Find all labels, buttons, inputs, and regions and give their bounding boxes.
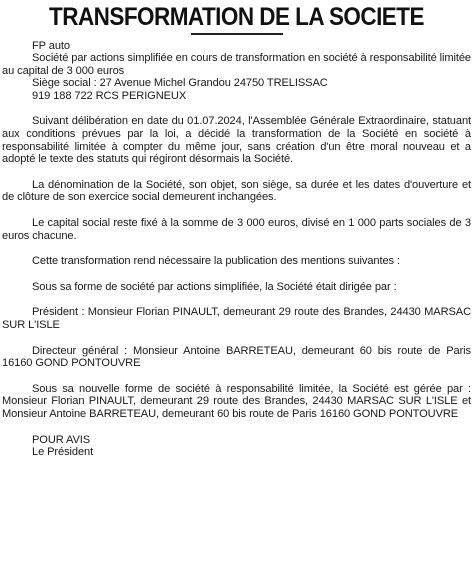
company-name: FP auto xyxy=(32,39,70,52)
title-underline xyxy=(191,33,283,35)
company-form: Société par actions simplifiée en cours de transformation en société à responsabilité limitée au capital de 3 000 euros xyxy=(2,52,471,77)
paragraph-former-management: Sous sa forme de société par actions simplifiée, la Société était dirigée par : xyxy=(32,280,397,293)
notice-body xyxy=(2,40,471,459)
paragraph-publication: Cette transformation rend nécessaire la publication des mentions suivantes : xyxy=(32,255,400,268)
spacer xyxy=(2,293,471,306)
paragraph-capital: Le capital social reste fixé à la somme de 3 000 euros, divisé en 1 000 parts sociales de 3 euros chacune. xyxy=(2,217,471,242)
paragraph-unchanged: La dénomination de la Société, son objet, son siège, sa durée et les dates d'ouverture et de clôture de son exercice social demeurent inchangées. xyxy=(2,178,471,204)
rcs-number: 919 188 722 RCS PERIGNEUX xyxy=(32,89,187,102)
spacer xyxy=(2,242,471,255)
paragraph-new-management: Sous sa nouvelle forme de société à responsabilité limitée, la Société est gérée par : Monsieur Florian PINAULT, demeurant 29 route des Brandes, 24430 MARSAC SUR L'ISLE et Monsieur Antoine BARRETEAU, demeurant 60 bis route de Paris 16160 GOND PONTOUVRE xyxy=(2,382,471,420)
paragraph-deliberation: Suivant délibération en date du 01.07.2024, l'Assemblée Générale Extraordinaire, statuant aux conditions prévues par la loi, a décidé la transformation de la Société en société à responsabilité limitée à compter du même jour, sans création d'un être moral nouveau et a adopté le texte des statuts qui régiront désormais la Société. xyxy=(2,115,471,166)
spacer xyxy=(2,102,471,115)
closing-pour-avis: POUR AVIS xyxy=(32,433,91,446)
spacer xyxy=(2,204,471,217)
paragraph-director: Directeur général : Monsieur Antoine BARRETEAU, demeurant 60 bis route de Paris 16160 GOND PONTOUVRE xyxy=(2,344,471,370)
registered-office: Siège social : 27 Avenue Michel Grandou 24750 TRELISSAC xyxy=(32,77,328,90)
spacer xyxy=(2,268,471,281)
closing xyxy=(2,434,471,459)
spacer xyxy=(2,332,471,345)
spacer xyxy=(2,370,471,383)
spacer xyxy=(2,421,471,434)
closing-signatory: Le Président xyxy=(32,446,94,459)
spacer xyxy=(2,166,471,179)
company-header xyxy=(2,40,471,103)
paragraph-president: Président : Monsieur Florian PINAULT, demeurant 29 route des Brandes, 24430 MARSAC SUR L'ISLE xyxy=(2,306,471,331)
notice-title: TRANSFORMATION DE LA SOCIETE xyxy=(49,3,424,31)
